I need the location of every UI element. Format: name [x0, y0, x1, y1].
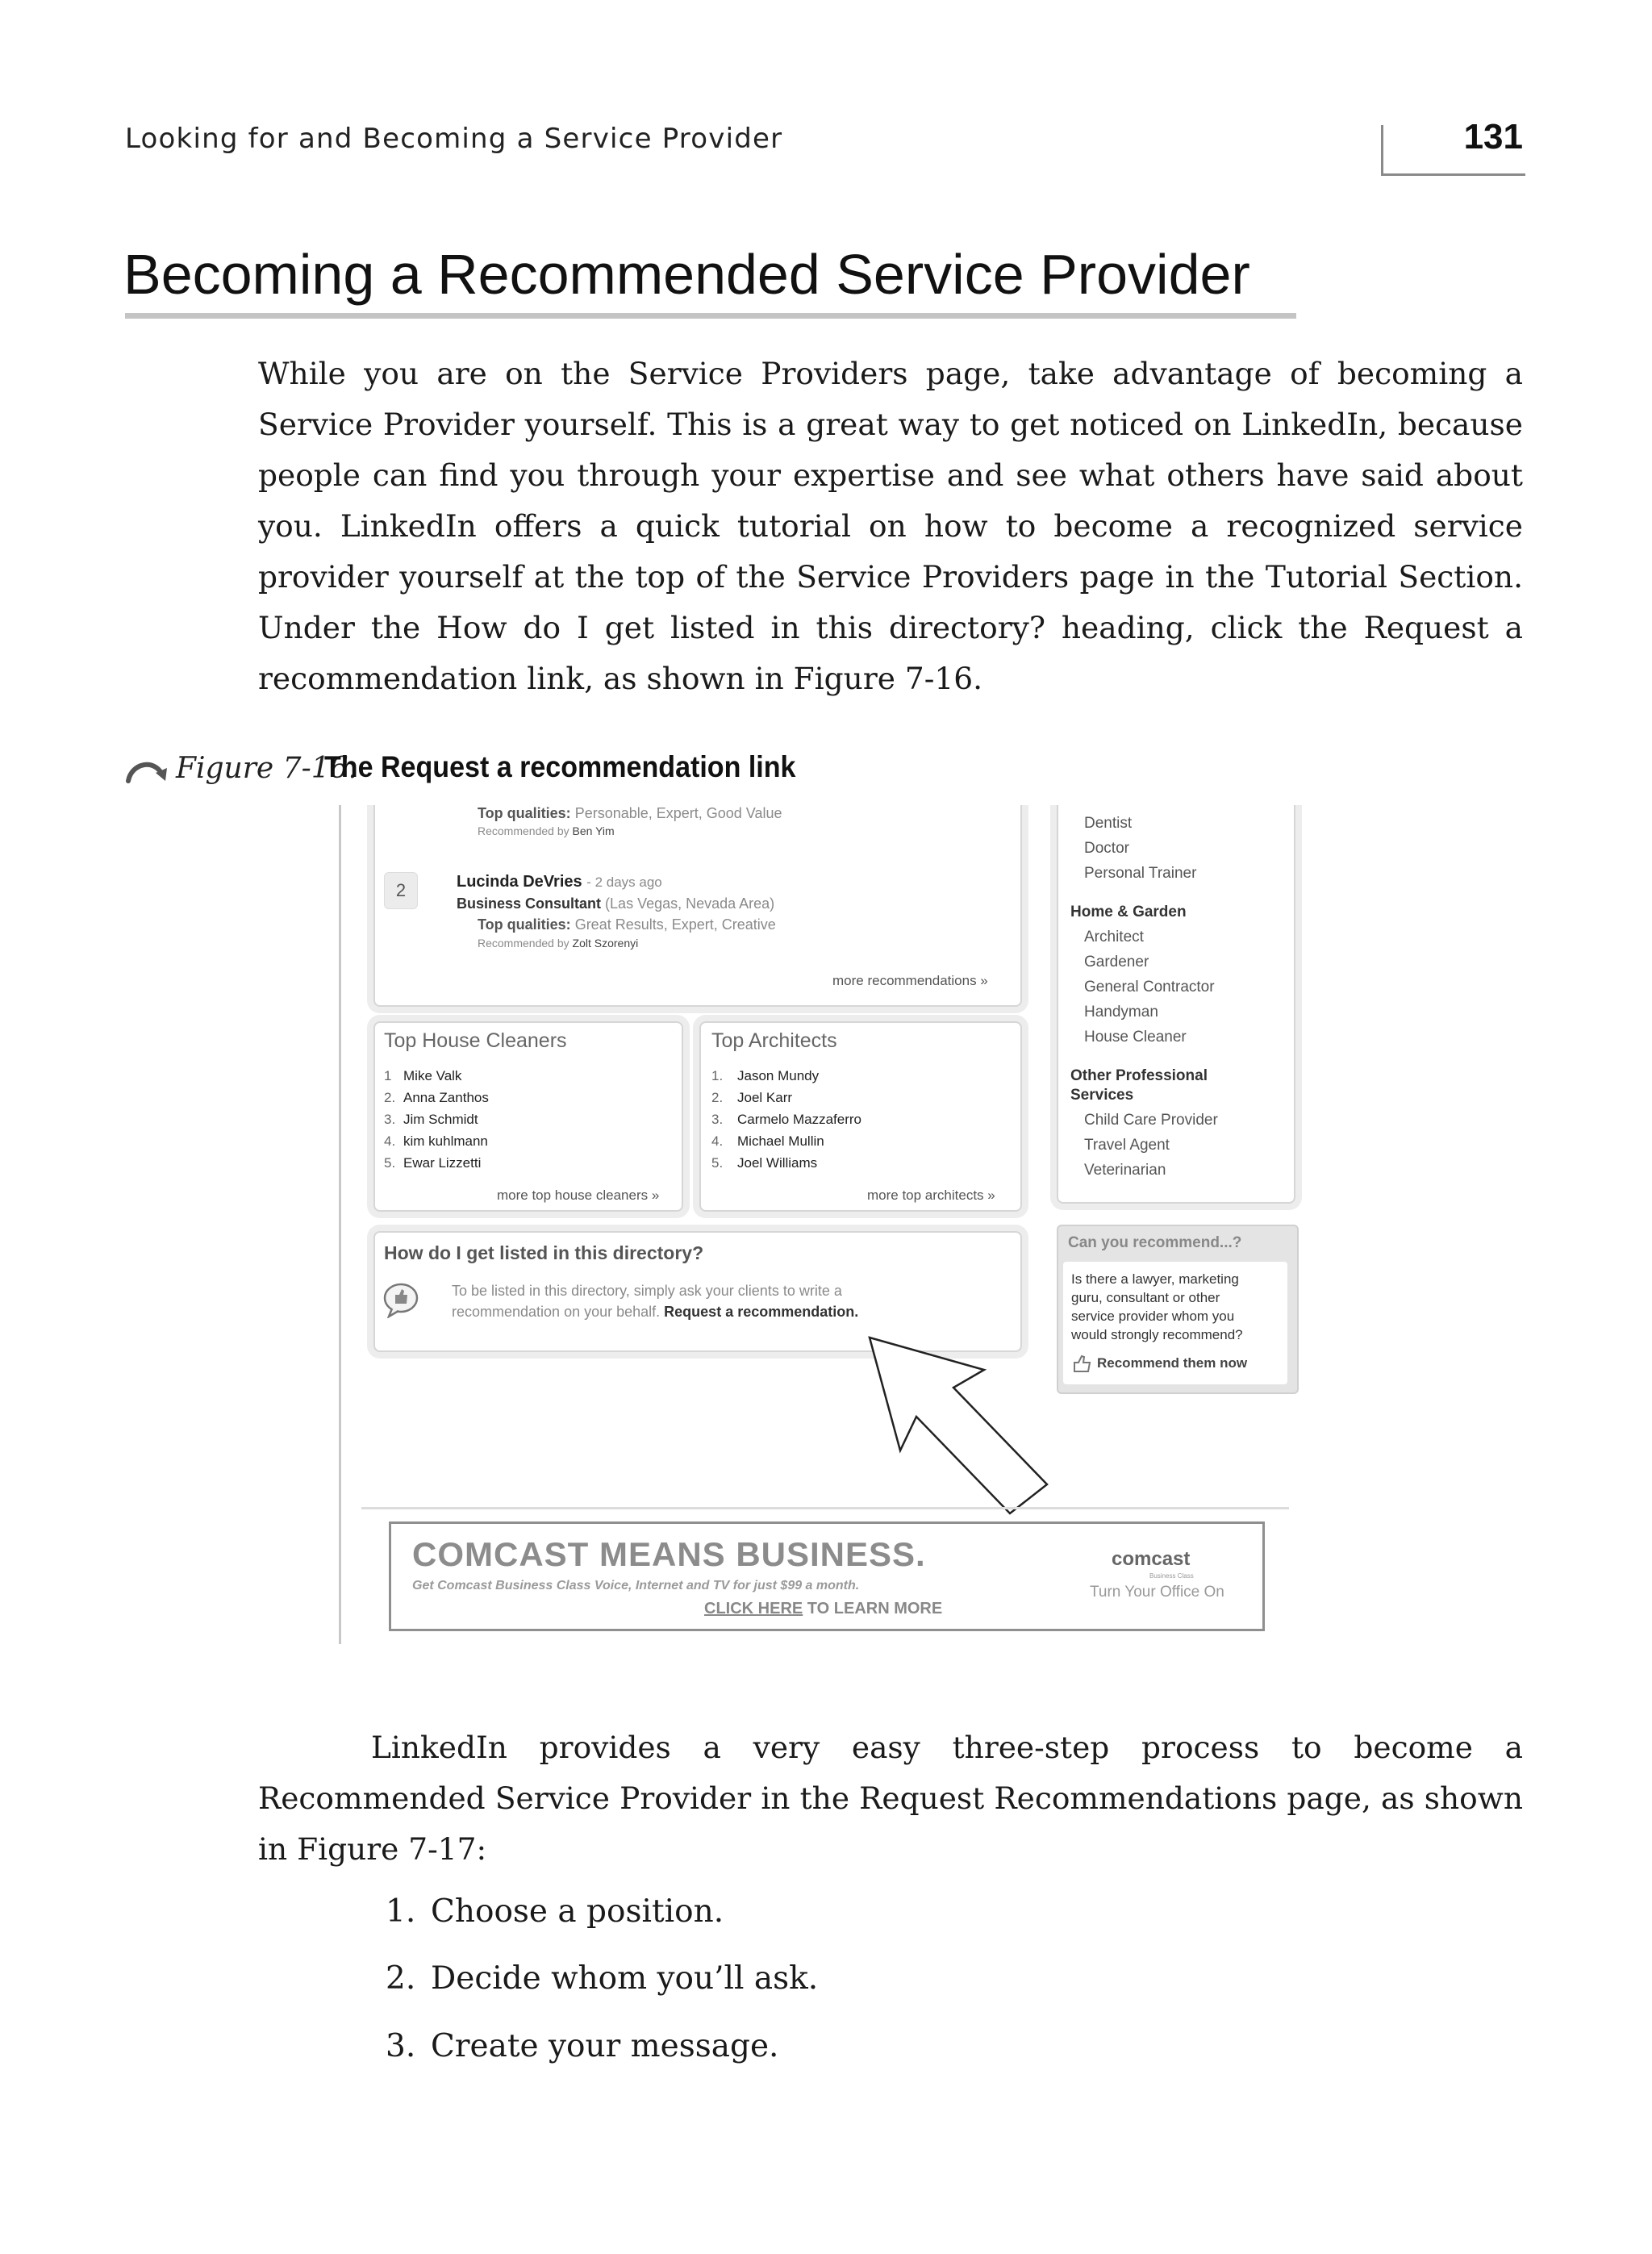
rec1-qualities-label: Top qualities: [478, 805, 571, 821]
list-item[interactable] [711, 1087, 861, 1108]
list-item[interactable] [711, 1130, 861, 1152]
category-link[interactable]: Dentist [1084, 815, 1133, 832]
rec2-title-line [457, 895, 774, 912]
list-item[interactable] [384, 1087, 489, 1108]
rank-number: 2 [395, 880, 407, 900]
list-name[interactable]: Mike Valk [403, 1068, 462, 1083]
more-recommendations-link[interactable]: more recommendations » [832, 973, 988, 988]
list-number: 5. [384, 1155, 396, 1171]
rec1-recommended-label: Recommended by [478, 824, 569, 837]
rec1-qualities [478, 805, 782, 822]
list-name[interactable]: Michael Mullin [737, 1133, 824, 1149]
recommendation-bubble-icon [382, 1281, 419, 1318]
list-name[interactable]: Joel Karr [737, 1090, 793, 1105]
rec2-qualities-value: Great Results, Expert, Creative [574, 916, 776, 933]
step-number: 3. [386, 2028, 416, 2064]
rank-badge [384, 872, 418, 909]
figure-title: The Request a recommendation link [324, 750, 796, 783]
get-listed-heading: How do I get listed in this directory? [384, 1242, 704, 1263]
can-recommend-line: would strongly recommend? [1071, 1327, 1243, 1342]
intro-paragraph: While you are on the Service Providers page, take advantage of becoming a Service Provider yourself. This is a great way to get noticed on LinkedIn, because people can find you through your expertise and see what others have said about you. LinkedIn offers a quick tutorial on how to become a recognized service provider yourself at the top of the Service Providers page in the Tutorial Section. Under the How do I get listed in this directory? heading, click the Request a recommendation link, as shown in Figure 7-16. [258, 356, 1523, 696]
list-number: 3. [711, 1112, 724, 1127]
can-recommend-line: Is there a lawyer, marketing [1071, 1271, 1239, 1287]
list-name[interactable]: Joel Williams [737, 1155, 818, 1171]
rec1-qualities-value: Personable, Expert, Good Value [574, 805, 782, 821]
figure-screenshot [339, 805, 1315, 1644]
ad-cta-rest: TO LEARN MORE [807, 1600, 943, 1617]
can-recommend-text [1071, 1270, 1243, 1344]
ad-tagline: Get Comcast Business Class Voice, Internet and TV for just $99 a month. [412, 1579, 860, 1592]
rec1-recommender[interactable]: Ben Yim [572, 824, 615, 837]
list-item[interactable] [384, 1152, 489, 1174]
step-item [386, 1960, 818, 1997]
rec2-qualities-label: Top qualities: [478, 916, 571, 933]
get-listed-text-line2 [452, 1304, 858, 1321]
get-listed-text-line1: To be listed in this directory, simply ask your clients to write a [452, 1283, 842, 1299]
category-link[interactable]: Architect [1084, 929, 1144, 945]
request-recommendation-link[interactable]: Request a recommendation. [664, 1304, 859, 1320]
list-name[interactable]: Jim Schmidt [403, 1112, 478, 1127]
can-recommend-line: service provider whom you [1071, 1309, 1235, 1324]
ad-slogan: Turn Your Office On [1090, 1584, 1224, 1601]
ad-headline: COMCAST MEANS BUSINESS. [412, 1535, 926, 1573]
category-link[interactable]: Travel Agent [1084, 1137, 1170, 1154]
list-number: 4. [711, 1133, 724, 1149]
category-link[interactable]: Doctor [1084, 840, 1129, 857]
step-item [386, 1893, 724, 1930]
house-cleaners-heading: Top House Cleaners [384, 1029, 567, 1052]
step-text: Create your message. [431, 2028, 779, 2064]
category-heading: Other Professional [1070, 1067, 1208, 1084]
rec1-recommended-by [478, 824, 615, 837]
more-architects-link[interactable]: more top architects » [867, 1188, 995, 1203]
list-number: 4. [384, 1133, 396, 1149]
list-item[interactable] [711, 1152, 861, 1174]
list-number: 2. [711, 1090, 724, 1105]
ad-divider [361, 1507, 1289, 1509]
get-listed-text2: recommendation on your behalf. [452, 1304, 661, 1320]
step-text: Choose a position. [431, 1893, 724, 1930]
comcast-logo: comcast [1112, 1548, 1191, 1570]
house-cleaners-list [384, 1065, 489, 1174]
architects-list [711, 1065, 861, 1174]
step-number: 2. [386, 1960, 416, 1997]
recommend-them-now-link[interactable]: Recommend them now [1097, 1355, 1248, 1371]
rec2-name-line [457, 873, 662, 891]
category-link[interactable]: Personal Trainer [1084, 865, 1197, 882]
step-number: 1. [386, 1893, 416, 1930]
category-link[interactable]: Gardener [1084, 954, 1149, 970]
comcast-ad-banner[interactable] [389, 1521, 1265, 1631]
curved-arrow-icon [125, 757, 170, 784]
list-number: 1 [384, 1068, 392, 1083]
category-link[interactable]: General Contractor [1084, 979, 1215, 996]
rec2-title: Business Consultant [457, 895, 602, 912]
page-number: 131 [1463, 117, 1523, 157]
category-link[interactable]: Veterinarian [1084, 1162, 1166, 1179]
list-name[interactable]: Carmelo Mazzaferro [737, 1112, 861, 1127]
list-item[interactable] [384, 1065, 489, 1087]
rec2-recommender[interactable]: Zolt Szorenyi [572, 937, 639, 950]
rec2-qualities [478, 916, 776, 933]
category-link[interactable]: Handyman [1084, 1004, 1158, 1021]
list-item[interactable] [711, 1108, 861, 1130]
list-number: 3. [384, 1112, 396, 1127]
running-head: Looking for and Becoming a Service Provider [125, 123, 783, 155]
category-heading-cont: Services [1070, 1087, 1134, 1104]
list-name[interactable]: Ewar Lizzetti [403, 1155, 482, 1171]
list-item[interactable] [711, 1065, 861, 1087]
list-number: 5. [711, 1155, 724, 1171]
figure-label: Figure 7-16. [176, 752, 357, 785]
list-item[interactable] [384, 1130, 489, 1152]
list-item[interactable] [384, 1108, 489, 1130]
list-name[interactable]: Jason Mundy [737, 1068, 820, 1083]
title-rule [125, 313, 1296, 319]
list-name[interactable]: kim kuhlmann [403, 1133, 488, 1149]
category-link[interactable]: House Cleaner [1084, 1029, 1187, 1046]
section-title: Becoming a Recommended Service Provider [123, 243, 1250, 306]
ad-cta-link[interactable]: CLICK HERE [704, 1600, 803, 1617]
list-name[interactable]: Anna Zanthos [403, 1090, 489, 1105]
rec2-recommended-by [478, 937, 638, 950]
rec2-when: - 2 days ago [586, 874, 662, 890]
architects-heading: Top Architects [711, 1029, 837, 1052]
rec2-name[interactable]: Lucinda DeVries [457, 873, 582, 891]
more-house-cleaners-link[interactable]: more top house cleaners » [497, 1188, 660, 1203]
pointer-arrow-icon [863, 1331, 1049, 1517]
list-number: 1. [711, 1068, 724, 1083]
thumbs-up-icon [1071, 1354, 1094, 1373]
process-paragraph: LinkedIn provides a very easy three-step process to become a Recommended Service Provider in the Request Recommendations page, as shown in Figure 7-17: [258, 1730, 1523, 1867]
list-number: 2. [384, 1090, 396, 1105]
comcast-logo-sub: Business Class [1149, 1572, 1194, 1580]
rec2-location: (Las Vegas, Nevada Area) [605, 895, 775, 912]
can-recommend-heading: Can you recommend...? [1068, 1234, 1242, 1251]
step-text: Decide whom you’ll ask. [431, 1960, 819, 1997]
category-heading: Home & Garden [1070, 904, 1187, 920]
rec2-recommended-label: Recommended by [478, 937, 569, 950]
screenshot-border [339, 805, 341, 1644]
can-recommend-line: guru, consultant or other [1071, 1290, 1220, 1305]
ad-cta[interactable] [704, 1600, 942, 1618]
category-link[interactable]: Child Care Provider [1084, 1112, 1218, 1129]
step-item [386, 2028, 778, 2064]
